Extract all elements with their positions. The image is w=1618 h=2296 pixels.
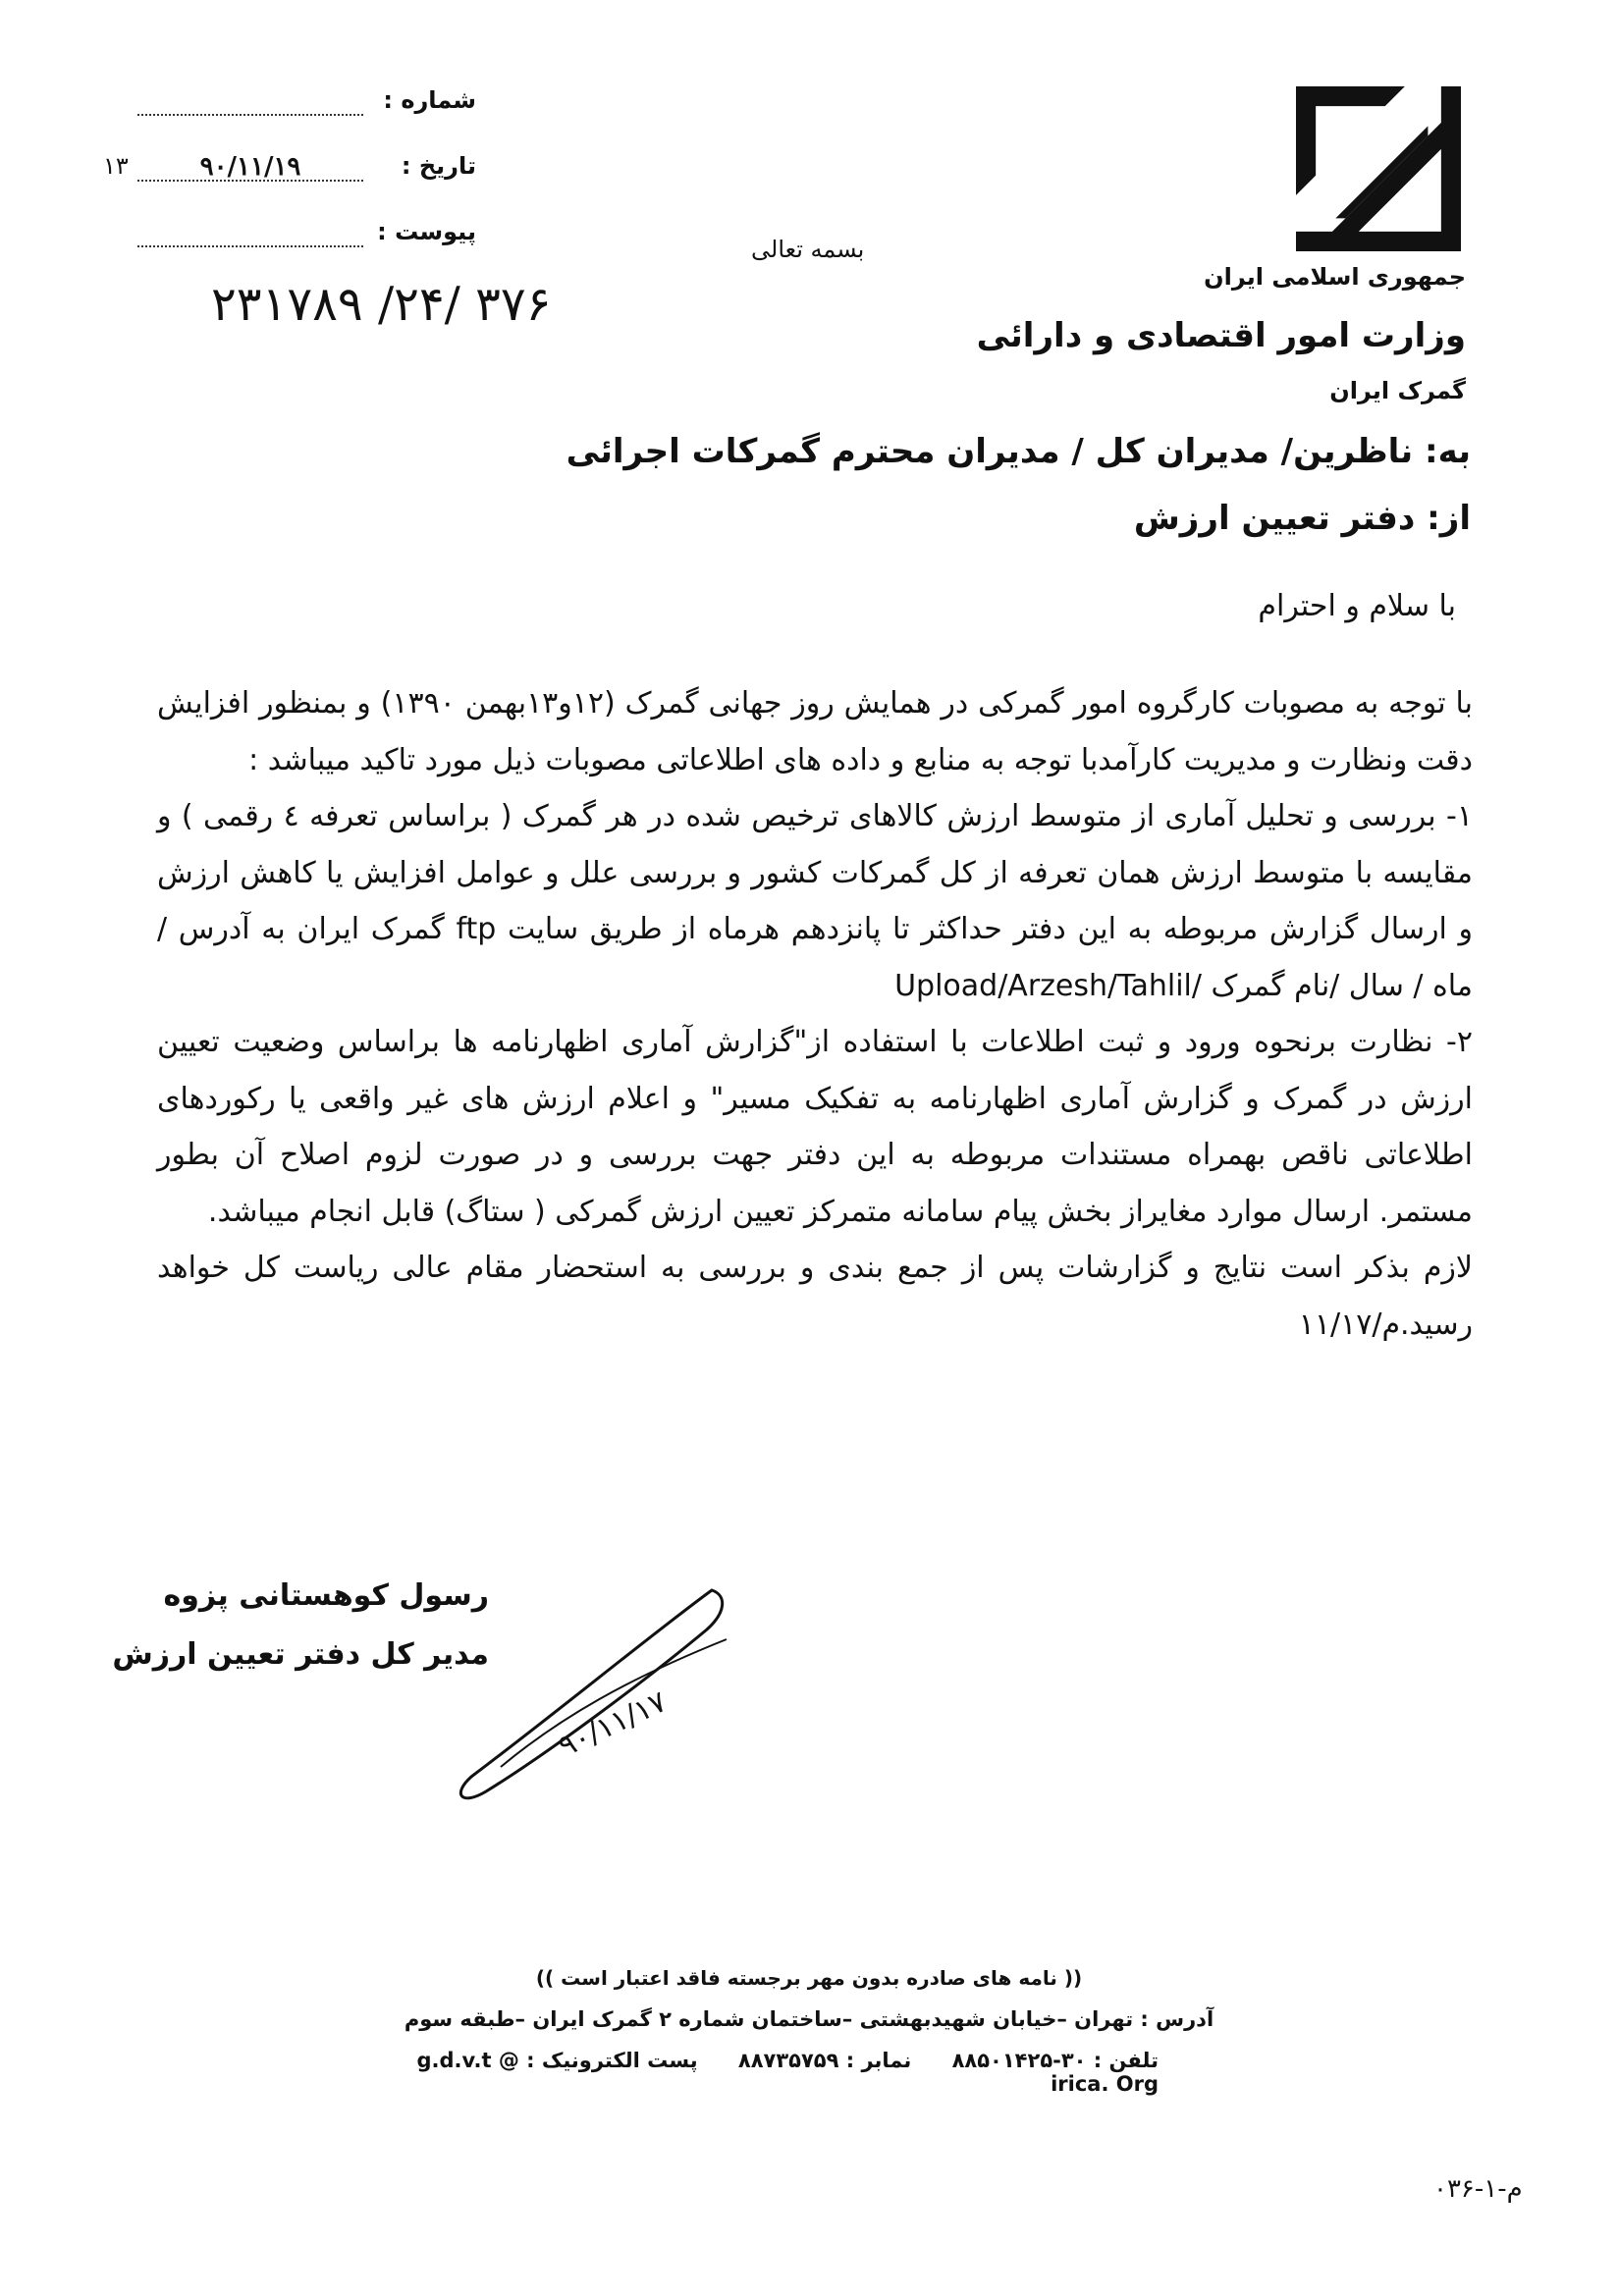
form-code: م-۱-۰۳۶ xyxy=(1433,2174,1523,2204)
attachment-value xyxy=(137,218,363,247)
date-prefix: ۱۳ xyxy=(103,152,129,180)
attachment-label: پیوست : xyxy=(377,218,476,245)
footer-contact xyxy=(353,2049,1159,2096)
handwritten-reference: ۲۳۱۷۸۹ /۲۴/ ۳۷۶ xyxy=(211,277,552,332)
sender-line: از: دفتر تعیین ارزش xyxy=(1133,499,1471,538)
footer-fax: نمابر : ۸۸۷۳۵۷۵۹ xyxy=(737,2049,912,2072)
handwritten-signature-icon xyxy=(432,1571,756,1826)
signature-date: ۹۰/۱۱/۱۷ xyxy=(553,1684,673,1765)
footer-address: آدرس : تهران –خیابان شهیدبهشتی –ساختمان شماره ۲ گمرک ایران –طبقه سوم xyxy=(404,2007,1214,2031)
date-label: تاریخ : xyxy=(401,152,476,180)
number-label: شماره : xyxy=(383,86,476,114)
attachment-field xyxy=(103,218,476,257)
recipient-line: به: ناظرین/ مدیران کل / مدیران محترم گمرکات اجرائی xyxy=(566,432,1471,471)
greeting: با سلام و احترام xyxy=(1258,589,1456,623)
date-value: ۹۰/۱۱/۱۹ xyxy=(137,152,363,182)
customs-logo-icon xyxy=(1296,86,1461,251)
body-item-1: ۱- بررسی و تحلیل آماری از متوسط ارزش کالاهای ترخیص شده در هر گمرک ( براساس تعرفه ٤ رقمی ) و مقایسه با متوسط ارزش همان تعرفه از کل گمرکات کشور و بررسی علل و عوامل افزایش یا کاهش ارزش و ارسال گزارش مربوطه به این دفتر حداکثر تا پانزدهم هرماه از طریق سایت ftp گمرک ایران به آدرس / ماه / سال /نام گمرک /Upload/Arzesh/Tahlil xyxy=(157,799,1473,1003)
body-closing: لازم بذکر است نتایج و گزارشات پس از جمع بندی و بررسی به استحضار مقام عالی ریاست کل خواهد رسید.م/۱۱/۱۷ xyxy=(157,1251,1473,1342)
country-name: جمهوری اسلامی ایران xyxy=(1204,263,1466,291)
body-item-2: ۲- نظارت برنحوه ورود و ثبت اطلاعات با استفاده از"گزارش آماری اظهارنامه ها براساس وضعیت تعیین ارزش در گمرک و گزارش آماری اظهارنامه به تفکیک مسیر" و اعلام ارزش های غیر واقعی یا رکوردهای اطلاعاتی ناقص بهمراه مستندات مربوطه به این دفتر جهت بررسی و در صورت لزوم اصلاح آن بطور مستمر. ارسال موارد مغایراز بخش پیام سامانه متمرکز تعیین ارزش گمرکی ( ستاگ) قابل انجام میباشد. xyxy=(157,1025,1473,1229)
footer-phone: تلفن : ۳۰-۸۸۵۰۱۴۲۵ xyxy=(951,2049,1159,2072)
body-intro: با توجه به مصوبات کارگروه امور گمرکی در همایش روز جهانی گمرک (۱۲و۱۳بهمن ۱۳۹۰) و بمنظور افزایش دقت ونظارت و مدیریت کارآمدبا توجه به منابع و داده های اطلاعاتی مصوبات ذیل مورد تاکید میباشد : xyxy=(157,686,1473,777)
basmala: بسمه تعالی xyxy=(751,236,865,263)
department-name: گمرک ایران xyxy=(1329,377,1466,404)
date-field xyxy=(103,152,476,191)
signatory-name: رسول کوهستانی پزوه xyxy=(163,1578,489,1613)
footer-notice: (( نامه های صادره بدون مهر برجسته فاقد اعتبار است )) xyxy=(535,1966,1083,1990)
number-value xyxy=(137,86,363,116)
footer-email: پست الکترونیک : g.d.v.t @ irica. Org xyxy=(416,2049,1159,2096)
number-field xyxy=(103,86,476,126)
signatory-title: مدیر کل دفتر تعیین ارزش xyxy=(112,1637,489,1672)
letter-body xyxy=(157,675,1473,1353)
ministry-name: وزارت امور اقتصادی و دارائی xyxy=(976,316,1466,355)
